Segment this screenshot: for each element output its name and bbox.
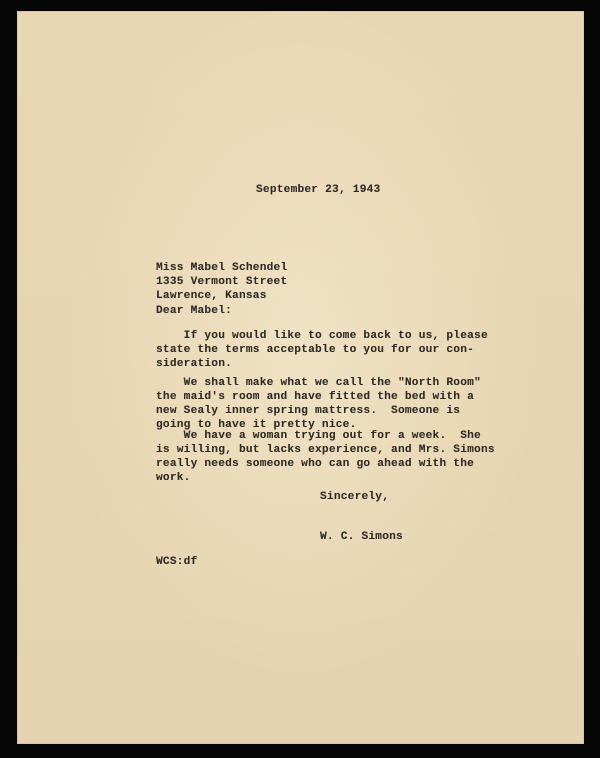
salutation: Dear Mabel: xyxy=(156,305,233,317)
recipient-city: Lawrence, Kansas xyxy=(156,290,267,302)
body-paragraph-3: We have a woman trying out for a week. She is willing, but lacks experience, and Mrs. Simons really needs someone who can go ahead with the work. xyxy=(156,430,495,484)
signature-name: W. C. Simons xyxy=(320,531,403,543)
letter-date: September 23, 1943 xyxy=(256,184,381,196)
body-paragraph-2: We shall make what we call the "North Room" the maid's room and have fitted the bed with a new Sealy inner spring mattress. Someone is going to have it pretty nice. xyxy=(156,377,481,431)
closing: Sincerely, xyxy=(320,491,390,503)
body-paragraph-1: If you would like to come back to us, please state the terms acceptable to you for our con- sideration. xyxy=(156,330,488,370)
reference-initials: WCS:df xyxy=(156,556,198,568)
recipient-name: Miss Mabel Schendel xyxy=(156,262,288,274)
recipient-street: 1335 Vermont Street xyxy=(156,276,288,288)
letter-page xyxy=(17,11,584,744)
recipient-address xyxy=(156,261,287,303)
